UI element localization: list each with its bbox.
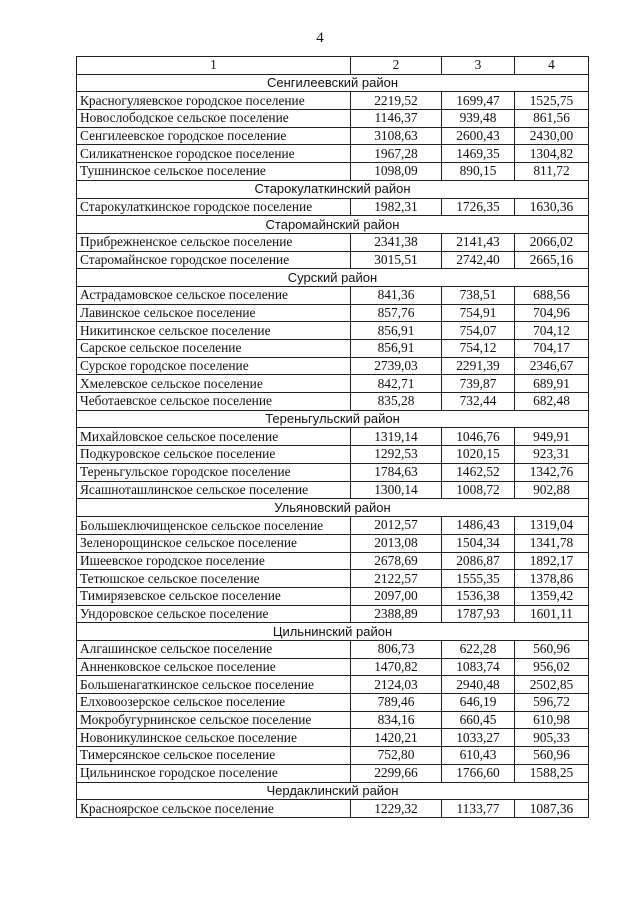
value-col-2: 1784,63: [351, 463, 442, 481]
value-col-2: 2012,57: [351, 516, 442, 534]
settlement-name: Сарское сельское поселение: [77, 340, 351, 358]
value-col-3: 738,51: [442, 286, 515, 304]
settlement-name: Сурское городское поселение: [77, 357, 351, 375]
value-col-4: 1525,75: [515, 92, 589, 110]
table-row: [77, 446, 589, 464]
value-col-4: 1892,17: [515, 552, 589, 570]
value-col-2: 2739,03: [351, 357, 442, 375]
region-row: [77, 499, 589, 517]
table-row: [77, 357, 589, 375]
value-col-2: 1300,14: [351, 481, 442, 499]
settlement-name: Тушнинское сельское поселение: [77, 163, 351, 181]
value-col-4: 704,12: [515, 322, 589, 340]
value-col-4: 811,72: [515, 163, 589, 181]
region-name: Сенгилеевский район: [77, 74, 589, 92]
value-col-4: 1601,11: [515, 605, 589, 623]
value-col-2: 2097,00: [351, 587, 442, 605]
table-row: [77, 729, 589, 747]
table-body: [77, 74, 589, 817]
settlement-name: Алгашинское сельское поселение: [77, 641, 351, 659]
settlement-name: Михайловское сельское поселение: [77, 428, 351, 446]
value-col-4: 949,91: [515, 428, 589, 446]
value-col-2: 2678,69: [351, 552, 442, 570]
value-col-2: 2341,38: [351, 233, 442, 251]
value-col-4: 560,96: [515, 641, 589, 659]
value-col-2: 834,16: [351, 711, 442, 729]
value-col-2: 1470,82: [351, 658, 442, 676]
region-name: Цильнинский район: [77, 623, 589, 641]
table-row: [77, 481, 589, 499]
value-col-3: 1699,47: [442, 92, 515, 110]
settlement-name: Красноярское сельское поселение: [77, 800, 351, 818]
value-col-4: 704,96: [515, 304, 589, 322]
value-col-3: 2086,87: [442, 552, 515, 570]
settlement-name: Тимерсянское сельское поселение: [77, 747, 351, 765]
table-row: [77, 393, 589, 411]
table-row: [77, 800, 589, 818]
value-col-2: 1098,09: [351, 163, 442, 181]
settlement-name: Тимирязевское сельское поселение: [77, 587, 351, 605]
settlement-name: Цильнинское городское поселение: [77, 764, 351, 782]
table-row: [77, 127, 589, 145]
region-name: Старокулаткинский район: [77, 180, 589, 198]
value-col-3: 754,91: [442, 304, 515, 322]
table-row: [77, 552, 589, 570]
table-row: [77, 658, 589, 676]
value-col-2: 857,76: [351, 304, 442, 322]
table-row: [77, 587, 589, 605]
settlement-name: Лавинское сельское поселение: [77, 304, 351, 322]
settlement-name: Ундоровское сельское поселение: [77, 605, 351, 623]
region-name: Тереньгульский район: [77, 410, 589, 428]
value-col-4: 1588,25: [515, 764, 589, 782]
value-col-2: 856,91: [351, 340, 442, 358]
value-col-3: 1008,72: [442, 481, 515, 499]
value-col-3: 939,48: [442, 110, 515, 128]
table-row: [77, 233, 589, 251]
column-header: 1: [77, 57, 351, 75]
value-col-4: 861,56: [515, 110, 589, 128]
value-col-3: 1133,77: [442, 800, 515, 818]
value-col-4: 704,17: [515, 340, 589, 358]
value-col-4: 688,56: [515, 286, 589, 304]
table-row: [77, 340, 589, 358]
value-col-3: 610,43: [442, 747, 515, 765]
value-col-3: 660,45: [442, 711, 515, 729]
value-col-3: 2742,40: [442, 251, 515, 269]
value-col-3: 739,87: [442, 375, 515, 393]
table-row: [77, 764, 589, 782]
value-col-4: 1630,36: [515, 198, 589, 216]
settlement-name: Астрадамовское сельское поселение: [77, 286, 351, 304]
table-row: [77, 747, 589, 765]
value-col-4: 2665,16: [515, 251, 589, 269]
value-col-4: 1342,76: [515, 463, 589, 481]
value-col-4: 2502,85: [515, 676, 589, 694]
value-col-2: 2013,08: [351, 534, 442, 552]
settlement-name: Прибрежненское сельское поселение: [77, 233, 351, 251]
settlement-name: Анненковское сельское поселение: [77, 658, 351, 676]
value-col-3: 1462,52: [442, 463, 515, 481]
value-col-3: 1766,60: [442, 764, 515, 782]
value-col-4: 682,48: [515, 393, 589, 411]
region-name: Ульяновский район: [77, 499, 589, 517]
region-row: [77, 410, 589, 428]
settlement-name: Сенгилеевское городское поселение: [77, 127, 351, 145]
value-col-3: 1083,74: [442, 658, 515, 676]
value-col-3: 890,15: [442, 163, 515, 181]
data-table: [76, 56, 589, 818]
value-col-4: 956,02: [515, 658, 589, 676]
value-col-3: 2141,43: [442, 233, 515, 251]
value-col-2: 3015,51: [351, 251, 442, 269]
table-row: [77, 516, 589, 534]
value-col-3: 1046,76: [442, 428, 515, 446]
value-col-3: 2600,43: [442, 127, 515, 145]
region-row: [77, 269, 589, 287]
table-row: [77, 694, 589, 712]
value-col-3: 1555,35: [442, 570, 515, 588]
value-col-4: 2066,02: [515, 233, 589, 251]
value-col-2: 2299,66: [351, 764, 442, 782]
settlement-name: Красногуляевское городское поселение: [77, 92, 351, 110]
value-col-2: 1420,21: [351, 729, 442, 747]
value-col-2: 2124,03: [351, 676, 442, 694]
table-row: [77, 534, 589, 552]
value-col-4: 1378,86: [515, 570, 589, 588]
value-col-2: 806,73: [351, 641, 442, 659]
column-header: 3: [442, 57, 515, 75]
settlement-name: Ишеевское городское поселение: [77, 552, 351, 570]
value-col-4: 560,96: [515, 747, 589, 765]
value-col-2: 1229,32: [351, 800, 442, 818]
value-col-2: 1967,28: [351, 145, 442, 163]
page-number: 4: [316, 30, 324, 46]
value-col-2: 1292,53: [351, 446, 442, 464]
value-col-2: 2219,52: [351, 92, 442, 110]
value-col-2: 856,91: [351, 322, 442, 340]
value-col-3: 2291,39: [442, 357, 515, 375]
value-col-3: 754,07: [442, 322, 515, 340]
region-name: Чердаклинский район: [77, 782, 589, 800]
region-name: Старомайнский район: [77, 216, 589, 234]
settlement-name: Чеботаевское сельское поселение: [77, 393, 351, 411]
value-col-2: 1146,37: [351, 110, 442, 128]
value-col-2: 1982,31: [351, 198, 442, 216]
value-col-2: 789,46: [351, 694, 442, 712]
table-row: [77, 428, 589, 446]
value-col-3: 1504,34: [442, 534, 515, 552]
column-header: 2: [351, 57, 442, 75]
table-row: [77, 145, 589, 163]
settlement-name: Новослободское сельское поселение: [77, 110, 351, 128]
value-col-2: 842,71: [351, 375, 442, 393]
value-col-4: 905,33: [515, 729, 589, 747]
value-col-4: 1304,82: [515, 145, 589, 163]
value-col-3: 1726,35: [442, 198, 515, 216]
settlement-name: Елховоозерское сельское поселение: [77, 694, 351, 712]
value-col-4: 1087,36: [515, 800, 589, 818]
settlement-name: Зеленорощинское сельское поселение: [77, 534, 351, 552]
settlement-name: Тереньгульское городское поселение: [77, 463, 351, 481]
settlement-name: Хмелевское сельское поселение: [77, 375, 351, 393]
settlement-name: Новоникулинское сельское поселение: [77, 729, 351, 747]
value-col-4: 2430,00: [515, 127, 589, 145]
value-col-4: 902,88: [515, 481, 589, 499]
table-row: [77, 570, 589, 588]
settlement-name: Никитинское сельское поселение: [77, 322, 351, 340]
region-row: [77, 180, 589, 198]
table-row: [77, 605, 589, 623]
value-col-2: 2388,89: [351, 605, 442, 623]
value-col-4: 2346,67: [515, 357, 589, 375]
table-row: [77, 304, 589, 322]
settlement-name: Силикатненское городское поселение: [77, 145, 351, 163]
value-col-4: 1319,04: [515, 516, 589, 534]
value-col-4: 610,98: [515, 711, 589, 729]
table-row: [77, 463, 589, 481]
value-col-4: 923,31: [515, 446, 589, 464]
value-col-3: 2940,48: [442, 676, 515, 694]
value-col-3: 1536,38: [442, 587, 515, 605]
table-row: [77, 163, 589, 181]
value-col-3: 646,19: [442, 694, 515, 712]
value-col-4: 1359,42: [515, 587, 589, 605]
value-col-3: 622,28: [442, 641, 515, 659]
settlement-name: Тетюшское сельское поселение: [77, 570, 351, 588]
value-col-3: 1469,35: [442, 145, 515, 163]
value-col-2: 835,28: [351, 393, 442, 411]
settlement-name: Подкуровское сельское поселение: [77, 446, 351, 464]
value-col-2: 841,36: [351, 286, 442, 304]
value-col-4: 596,72: [515, 694, 589, 712]
value-col-4: 689,91: [515, 375, 589, 393]
region-row: [77, 74, 589, 92]
table-row: [77, 375, 589, 393]
settlement-name: Ясашноташлинское сельское поселение: [77, 481, 351, 499]
value-col-3: 754,12: [442, 340, 515, 358]
value-col-3: 1486,43: [442, 516, 515, 534]
settlement-name: Мокробугурнинское сельское поселение: [77, 711, 351, 729]
value-col-3: 1020,15: [442, 446, 515, 464]
value-col-4: 1341,78: [515, 534, 589, 552]
table-row: [77, 286, 589, 304]
region-name: Сурский район: [77, 269, 589, 287]
table-row: [77, 676, 589, 694]
table-row: [77, 251, 589, 269]
region-row: [77, 216, 589, 234]
value-col-3: 1033,27: [442, 729, 515, 747]
table-row: [77, 198, 589, 216]
header-row: [77, 57, 589, 75]
value-col-2: 1319,14: [351, 428, 442, 446]
table-row: [77, 92, 589, 110]
value-col-2: 752,80: [351, 747, 442, 765]
settlement-name: Старокулаткинское городское поселение: [77, 198, 351, 216]
settlement-name: Большеключищенское сельское поселение: [77, 516, 351, 534]
column-header: 4: [515, 57, 589, 75]
settlement-name: Большенагаткинское сельское поселение: [77, 676, 351, 694]
table-row: [77, 110, 589, 128]
value-col-2: 2122,57: [351, 570, 442, 588]
table-row: [77, 322, 589, 340]
table-row: [77, 711, 589, 729]
value-col-3: 1787,93: [442, 605, 515, 623]
value-col-2: 3108,63: [351, 127, 442, 145]
region-row: [77, 623, 589, 641]
region-row: [77, 782, 589, 800]
settlement-name: Старомайнское городское поселение: [77, 251, 351, 269]
value-col-3: 732,44: [442, 393, 515, 411]
table-row: [77, 641, 589, 659]
